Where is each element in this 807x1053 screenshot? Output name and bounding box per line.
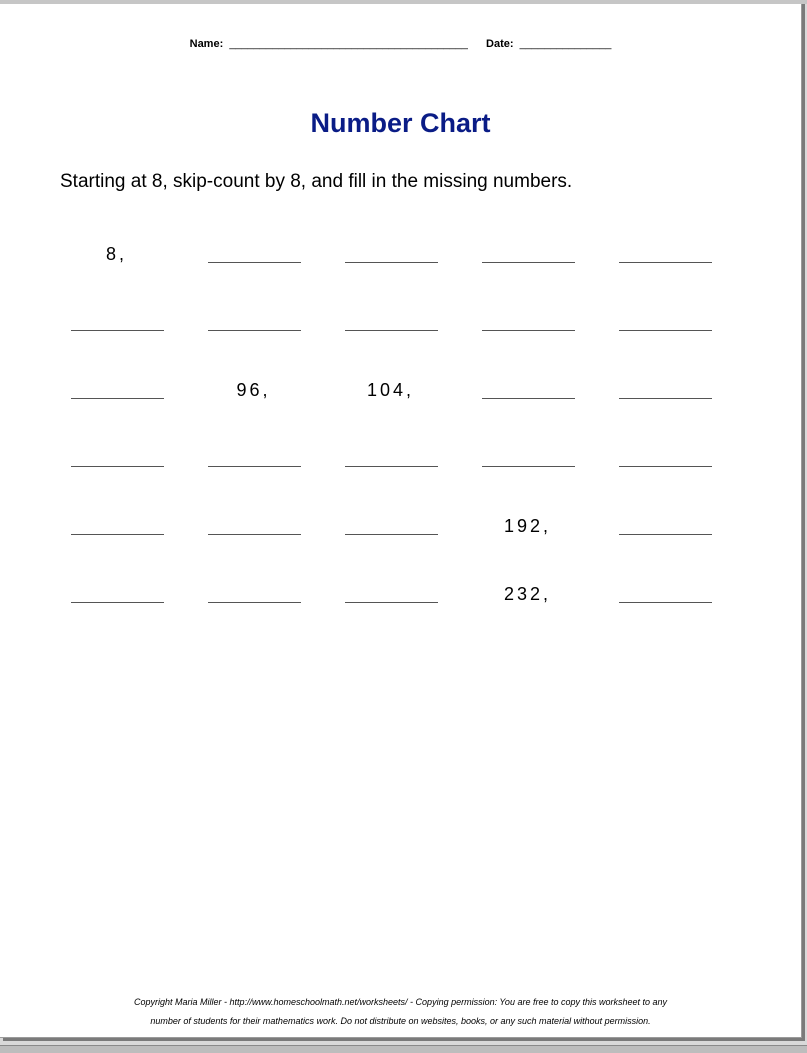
grid-cell bbox=[322, 236, 459, 304]
grid-cell bbox=[596, 576, 733, 644]
answer-blank bbox=[345, 330, 438, 331]
answer-blank bbox=[208, 602, 301, 603]
grid-row bbox=[48, 236, 748, 304]
given-number: 8, bbox=[105, 244, 127, 264]
answer-blank bbox=[345, 534, 438, 535]
copyright-line-2: number of students for their mathematics work. Do not distribute on websites, books, or any such material without permission. bbox=[150, 1016, 651, 1026]
grid-cell bbox=[185, 236, 322, 304]
answer-blank bbox=[345, 602, 438, 603]
grid-cell bbox=[459, 304, 596, 372]
grid-cell bbox=[596, 304, 733, 372]
grid-cell bbox=[459, 508, 596, 576]
grid-cell bbox=[596, 508, 733, 576]
grid-cell bbox=[185, 576, 322, 644]
answer-blank bbox=[345, 466, 438, 467]
grid-cell bbox=[48, 508, 185, 576]
answer-blank bbox=[208, 330, 301, 331]
grid-cell bbox=[185, 440, 322, 508]
grid-cell bbox=[596, 236, 733, 304]
name-label: Name: bbox=[189, 38, 224, 50]
grid-cell bbox=[185, 372, 322, 440]
answer-blank bbox=[208, 534, 301, 535]
grid-cell bbox=[185, 304, 322, 372]
grid-cell bbox=[596, 440, 733, 508]
answer-blank bbox=[619, 330, 712, 331]
grid-cell bbox=[322, 440, 459, 508]
grid-cell bbox=[48, 372, 185, 440]
grid-cell bbox=[185, 508, 322, 576]
answer-blank bbox=[71, 602, 164, 603]
grid-cell bbox=[48, 304, 185, 372]
answer-blank bbox=[71, 466, 164, 467]
grid-cell bbox=[322, 576, 459, 644]
instructions-text: Starting at 8, skip-count by 8, and fill in the missing numbers. bbox=[60, 171, 573, 192]
grid-row bbox=[48, 304, 748, 372]
grid-cell bbox=[459, 372, 596, 440]
answer-blank bbox=[619, 466, 712, 467]
given-number: 232, bbox=[503, 584, 552, 604]
answer-blank bbox=[482, 466, 575, 467]
grid-cell bbox=[322, 304, 459, 372]
grid-row bbox=[48, 508, 748, 576]
grid-cell bbox=[322, 508, 459, 576]
grid-row bbox=[48, 440, 748, 508]
name-blank: _______________________________________ bbox=[229, 38, 468, 50]
header-fields bbox=[0, 38, 801, 50]
answer-blank bbox=[71, 534, 164, 535]
answer-blank bbox=[482, 262, 575, 263]
date-blank: _______________ bbox=[519, 38, 612, 50]
answer-blank bbox=[482, 398, 575, 399]
grid-cell bbox=[459, 236, 596, 304]
answer-blank bbox=[345, 262, 438, 263]
grid-cell bbox=[322, 372, 459, 440]
answer-blank bbox=[619, 602, 712, 603]
copyright-footer bbox=[0, 993, 801, 1031]
viewer-bottom-bar bbox=[0, 1045, 807, 1053]
answer-blank bbox=[208, 466, 301, 467]
viewer-top-edge bbox=[0, 0, 807, 4]
given-number: 96, bbox=[236, 380, 271, 400]
date-label: Date: bbox=[486, 38, 514, 50]
answer-blank bbox=[619, 262, 712, 263]
grid-cell bbox=[48, 576, 185, 644]
answer-blank bbox=[482, 330, 575, 331]
answer-blank bbox=[619, 534, 712, 535]
answer-blank bbox=[208, 262, 301, 263]
grid-cell bbox=[459, 576, 596, 644]
copyright-line-1: Copyright Maria Miller - http://www.homeschoolmath.net/worksheets/ - Copying permission: You are free to copy this worksheet to any bbox=[133, 997, 668, 1007]
answer-blank bbox=[619, 398, 712, 399]
given-number: 104, bbox=[366, 380, 415, 400]
grid-row bbox=[48, 576, 748, 644]
given-number: 192, bbox=[503, 516, 552, 536]
answer-blank bbox=[71, 398, 164, 399]
answer-blank bbox=[71, 330, 164, 331]
grid-cell bbox=[48, 440, 185, 508]
grid-cell bbox=[459, 440, 596, 508]
grid-cell bbox=[48, 236, 185, 304]
number-grid bbox=[48, 236, 748, 644]
grid-cell bbox=[596, 372, 733, 440]
grid-row bbox=[48, 372, 748, 440]
page-title: Number Chart bbox=[310, 108, 491, 138]
